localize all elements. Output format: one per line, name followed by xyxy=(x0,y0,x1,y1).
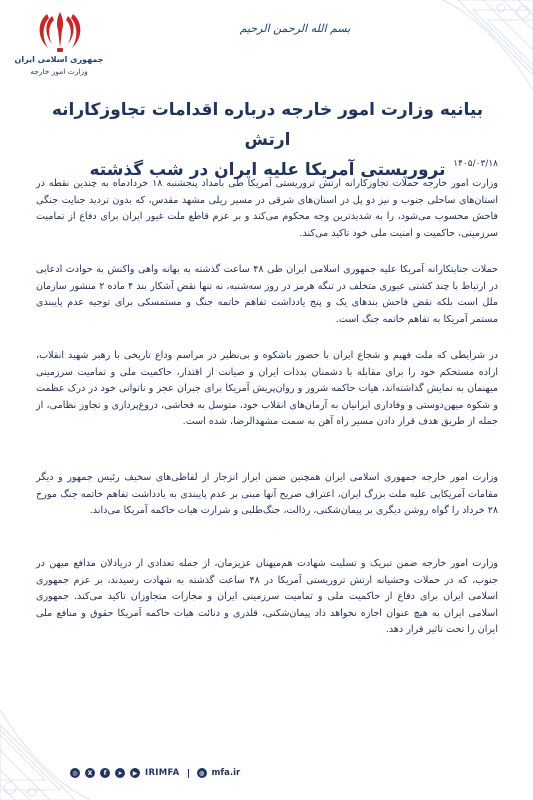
x-icon[interactable]: X xyxy=(85,768,95,778)
paragraph-5: وزارت امور خارجه ضمن تبریک و تسلیت شهادت هم‌میهنان عزیزمان، از جمله تعدادی از دریادلان مدافع میهن در جنوب، که در حملات وحشیانه ارتش تروریستی آمریکا در ۴۸ ساعت گذشته به شهادت رسیدند، بر عزم جمهوری اسلامی ایران برای دفاع از حاکمیت ملی و تمامیت سرزمینی ایران و مجازات متجاوزان تاکید می‌کند. جمهوری اسلامی ایران به هیچ عنوان اجازه نخواهد داد پیمان‌شکنی، قلدری و دنائت هیات حاکمه آمریکا حقوق و منافع ملی ایران را تحت تاثیر قرار دهد. xyxy=(36,558,498,635)
ministry-name-line1: جمهوری اسلامی ایران xyxy=(14,55,104,64)
statement-date: ۱۴۰۵/۰۳/۱۸ xyxy=(453,159,498,169)
instagram-icon[interactable]: ◎ xyxy=(70,768,80,778)
footer-divider xyxy=(188,769,189,778)
iran-emblem-icon xyxy=(30,8,90,56)
globe-icon: ◍ xyxy=(197,768,207,778)
footer xyxy=(70,766,530,780)
title-line1: بیانیه وزارت امور خارجه درباره اقدامات تجاوزکارانه ارتش xyxy=(51,100,484,150)
facebook-icon[interactable]: f xyxy=(100,768,110,778)
paragraph-3: در شرایطی که ملت فهیم و شجاع ایران با حضور باشکوه و بی‌نظیر در مراسم وداع تاریخی با رهبر شهید انقلاب، اراده مستحکم خود را برای مقابله با دشمنان بدذات ایران و صیانت از اقتدار، حاکمیت ملی و تمامیت سرزمینی میهنمان به نمایش گذاشته‌اند، هیات حاکمه شرور و روان‌پریش آمریکا برای جبران عجز و ناتوانی خود در درک عظمت و شکوه میهن‌دوستی و وفاداری ایرانیان به آرمان‌های انقلاب خود، متوسل به فحاشی، دروغ‌پردازی و تجاوز نظامی، از جمله از طریق هدف قرار دادن مسیر راه آهن به سمت مشهدالرضا، شده است. xyxy=(36,350,498,427)
ministry-name-line2: وزارت امور خارجه xyxy=(30,67,88,76)
bismillah-calligraphy xyxy=(230,22,360,48)
statement-title xyxy=(40,95,495,185)
website-link[interactable]: mfa.ir xyxy=(211,768,241,778)
title-line2: تروریستی آمریکا علیه ایران در شب گذشته xyxy=(89,160,446,180)
telegram-icon[interactable]: ➤ xyxy=(115,768,125,778)
bismillah-text: بسم الله الرحمن الرحیم xyxy=(239,22,351,35)
social-handle[interactable]: IRIMFA xyxy=(145,768,180,778)
youtube-icon[interactable]: ▶ xyxy=(130,768,140,778)
paragraph-1: وزارت امور خارجه حملات تجاوزکارانه ارتش تروریستی آمریکا طی بامداد پنجشنبه ۱۸ خردادماه به چندین نقطه در استان‌های ساحلی جنوب و نیز دو پل در استان‌های شرقی در مسیر ریلی مشهد مقدس، که بدون تردید جنایت جنگی فاحش محسوب می‌شود، را به شدیدترین وجه محکوم می‌کند و بر عزم قاطع ملت غیور ایران برای دفاع از تمامیت سرزمینی، حاکمیت و امنیت ملی خود تاکید می‌کند. xyxy=(36,178,498,239)
paragraph-2: حملات جنایتکارانه آمریکا علیه جمهوری اسلامی ایران طی ۴۸ ساعت گذشته به بهانه واهی واکنش به حوادث ادعایی در ارتباط با چند کشتی عبوری متخلف در تنگه هرمز در روز سه‌شنبه، نه تنها نقض آشکار بند ۴ ماده ۲ منشور سازمان ملل است بلکه نقض فاحش بندهای یک و پنج یادداشت تفاهم خاتمه جنگ و مستمسکی برای توجیه عدم پایبندی مستمر آمریکا به تفاهم خاتمه جنگ است. xyxy=(36,264,499,325)
ministry-name xyxy=(14,54,104,78)
paragraph-4: وزارت امور خارجه جمهوری اسلامی ایران همچنین ضمن ابراز انزجار از لفاظی‌های سخیف رئیس جمهور و دیگر مقامات آمریکایی علیه ملت بزرگ ایران، اعتراف صریح آنها مبنی بر عدم پایبندی به یادداشت تفاهم خاتمه جنگ مورخ ۲۸ خرداد را گواه روشن دیگری بر پیمان‌شکنی، رذالت، جنگ‌طلبی و شرارت هیات حاکمه آمریکا می‌داند. xyxy=(36,472,498,516)
